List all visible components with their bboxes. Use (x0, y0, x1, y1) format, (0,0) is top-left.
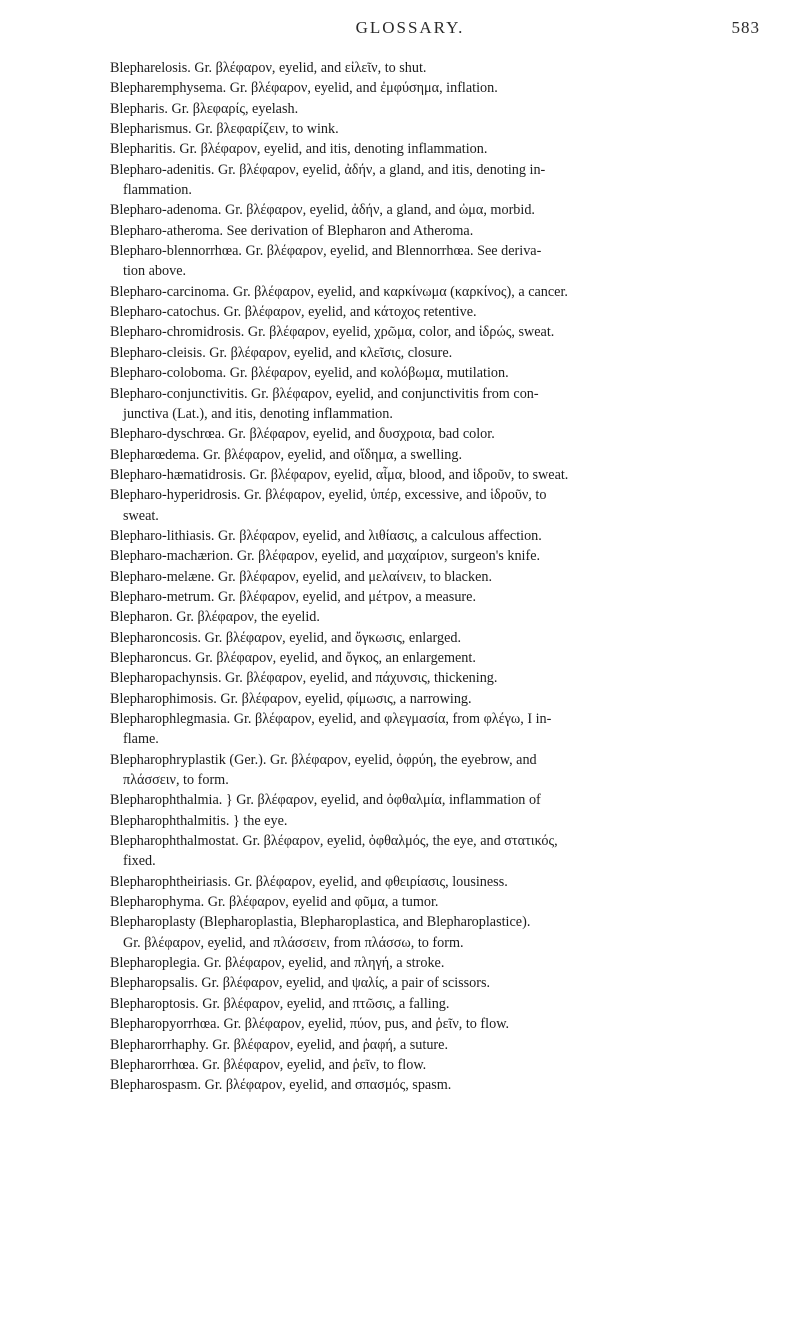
glossary-entry (110, 912, 774, 953)
glossary-entry (110, 1035, 774, 1055)
entry-text: Blepharophlegmasia. Gr. βλέφαρον, eyelid, and φλεγμασία, from φλέγω, I in- (110, 711, 552, 727)
glossary-entry (110, 343, 774, 363)
glossary-entry (110, 1075, 774, 1095)
entry-text: Blepharo-hæmatidrosis. Gr. βλέφαρον, eyelid, αἷμα, blood, and ἱδροῦν, to sweat. (110, 466, 569, 483)
glossary-entry (110, 709, 774, 750)
glossary-entry (110, 546, 774, 566)
running-head (60, 18, 760, 40)
entry-text: Blepharœdema. Gr. βλέφαρον, eyelid, and οἴδημα, a swelling. (110, 446, 463, 463)
glossary-entry (110, 160, 774, 201)
glossary-entry (110, 485, 774, 526)
entry-text: Blepharo-machærion. Gr. βλέφαρον, eyelid, and μαχαίριον, surgeon's knife. (110, 548, 541, 565)
glossary-entry (110, 668, 774, 688)
entry-text: Blepharoncosis. Gr. βλέφαρον, eyelid, and ὄγκωσις, enlarged. (110, 629, 462, 646)
entry-text: Blepharo-melæne. Gr. βλέφαρον, eyelid, and μελαίνειν, to blacken. (110, 568, 493, 585)
glossary-entry (110, 119, 774, 139)
glossary-entry (110, 424, 774, 444)
entry-text: Blepharopachynsis. Gr. βλέφαρον, eyelid, and πάχυνσις, thickening. (110, 670, 498, 687)
entry-text: Blepharorrhaphy. Gr. βλέφαρον, eyelid, and ῥαφή, a suture. (110, 1036, 449, 1053)
glossary-entry (110, 811, 774, 831)
entry-text: Blepharorrhœa. Gr. βλέφαρον, eyelid, and ῥεῖν, to flow. (110, 1056, 427, 1073)
glossary-entry (110, 973, 774, 993)
entry-text: Blepharelosis. Gr. βλέφαρον, eyelid, and εἰλεῖν, to shut. (110, 60, 427, 76)
entry-text: Blepharo-conjunctivitis. Gr. βλέφαρον, eyelid, and conjunctivitis from con- (110, 385, 539, 402)
entry-text: Blepharospasm. Gr. βλέφαρον, eyelid, and σπασμός, spasm. (110, 1077, 452, 1094)
entry-text: Blepharo-blennorrhœa. Gr. βλέφαρον, eyelid, and Blennorrhœa. See deriva- (110, 243, 542, 260)
glossary-entry (110, 282, 774, 302)
entry-continuation: flammation. (123, 182, 192, 199)
glossary-entry (110, 445, 774, 465)
glossary-entry (110, 302, 774, 322)
glossary-entry (110, 750, 774, 791)
entry-text: Blepharoplegia. Gr. βλέφαρον, eyelid, and πληγή, a stroke. (110, 955, 445, 972)
entry-text: Blepharoptosis. Gr. βλέφαρον, eyelid, and πτῶσις, a falling. (110, 995, 450, 1012)
glossary-entry (110, 628, 774, 648)
entry-text: Blepharo-adenoma. Gr. βλέφαρον, eyelid, ἀδήν, a gland, and ὠμα, morbid. (110, 202, 535, 219)
entry-text: Blepharo-carcinoma. Gr. βλέφαρον, eyelid, and καρκίνωμα (καρκίνος), a cancer. (110, 283, 568, 300)
entry-text: Blepharophthalmostat. Gr. βλέφαρον, eyelid, ὀφθαλμός, the eye, and στατικός, (110, 833, 558, 850)
entry-text: Blepharophryplastik (Ger.). Gr. βλέφαρον, eyelid, ὀφρύη, the eyebrow, and (110, 751, 537, 768)
glossary-entry (110, 689, 774, 709)
glossary-entry (110, 872, 774, 892)
entry-text: Blepharophtheiriasis. Gr. βλέφαρον, eyelid, and φθειρίασις, lousiness. (110, 873, 508, 890)
glossary-entry (110, 384, 774, 425)
glossary-entries (110, 58, 774, 1096)
entry-text: Blepharemphysema. Gr. βλέφαρον, eyelid, and ἐμφύσημα, inflation. (110, 80, 498, 97)
glossary-entry (110, 587, 774, 607)
glossary-entry (110, 994, 774, 1014)
entry-continuation: sweat. (123, 507, 159, 524)
glossary-entry (110, 526, 774, 546)
glossary-entry (110, 831, 774, 872)
entry-text: Blepharopyorrhœa. Gr. βλέφαρον, eyelid, πύον, pus, and ῥεῖν, to flow. (110, 1016, 510, 1033)
glossary-entry (110, 322, 774, 342)
entry-text: Blepharo-coloboma. Gr. βλέφαρον, eyelid, and κολόβωμα, mutilation. (110, 365, 509, 382)
glossary-entry (110, 139, 774, 159)
entry-continuation: tion above. (123, 263, 187, 280)
entry-continuation: πλάσσειν, to form. (123, 772, 229, 789)
glossary-entry (110, 790, 774, 810)
glossary-entry (110, 99, 774, 119)
entry-continuation: fixed. (123, 853, 156, 870)
entry-text: Blepharo-lithiasis. Gr. βλέφαρον, eyelid, and λιθίασις, a calculous affection. (110, 527, 542, 544)
entry-text: Blepharitis. Gr. βλέφαρον, eyelid, and itis, denoting inflammation. (110, 141, 488, 158)
glossary-entry (110, 200, 774, 220)
entry-continuation: Gr. βλέφαρον, eyelid, and πλάσσειν, from πλάσσω, to form. (123, 934, 464, 951)
entry-text: Blepharophthalmitis. } the eye. (110, 812, 288, 829)
entry-text: Blepharo-hyperidrosis. Gr. βλέφαρον, eyelid, ὑπέρ, excessive, and ἱδροῦν, to (110, 487, 547, 504)
entry-text: Blepharo-chromidrosis. Gr. βλέφαρον, eyelid, χρῶμα, color, and ἱδρώς, sweat. (110, 324, 555, 341)
glossary-entry (110, 465, 774, 485)
entry-text: Blepharophthalmia. } Gr. βλέφαρον, eyelid, and ὀφθαλμία, inflammation of (110, 792, 541, 809)
entry-continuation: junctiva (Lat.), and itis, denoting inflammation. (123, 405, 393, 422)
entry-text: Blepharopsalis. Gr. βλέφαρον, eyelid, and ψαλίς, a pair of scissors. (110, 975, 491, 992)
entry-continuation: flame. (123, 731, 159, 748)
glossary-entry (110, 1014, 774, 1034)
glossary-entry (110, 648, 774, 668)
glossary-entry (110, 363, 774, 383)
glossary-entry (110, 78, 774, 98)
entry-text: Blepharismus. Gr. βλεφαρίζειν, to wink. (110, 121, 339, 138)
glossary-entry (110, 58, 774, 78)
entry-text: Blepharo-cleisis. Gr. βλέφαρον, eyelid, and κλεῖσις, closure. (110, 344, 453, 361)
entry-text: Blepharis. Gr. βλεφαρίς, eyelash. (110, 100, 299, 117)
entry-text: Blepharoplasty (Blepharoplastia, Blepharoplastica, and Blepharoplastice). (110, 914, 531, 931)
entry-text: Blepharo-catochus. Gr. βλέφαρον, eyelid, and κάτοχος retentive. (110, 304, 477, 321)
entry-text: Blepharophimosis. Gr. βλέφαρον, eyelid, φίμωσις, a narrowing. (110, 690, 472, 707)
entry-text: Blepharo-dyschrœa. Gr. βλέφαρον, eyelid, and δυσχροια, bad color. (110, 426, 495, 443)
entry-text: Blepharo-atheroma. See derivation of Blepharon and Atheroma. (110, 222, 474, 239)
glossary-entry (110, 953, 774, 973)
glossary-entry (110, 1055, 774, 1075)
glossary-entry (110, 567, 774, 587)
entry-text: Blepharophyma. Gr. βλέφαρον, eyelid and φῦμα, a tumor. (110, 894, 439, 911)
glossary-entry (110, 221, 774, 241)
entry-text: Blepharo-adenitis. Gr. βλέφαρον, eyelid, ἀδήν, a gland, and itis, denoting in- (110, 161, 546, 178)
entry-text: Blepharo-metrum. Gr. βλέφαρον, eyelid, and μέτρον, a measure. (110, 588, 476, 605)
entry-text: Blepharoncus. Gr. βλέφαρον, eyelid, and ὄγκος, an enlargement. (110, 649, 476, 666)
glossary-entry (110, 241, 774, 282)
glossary-entry (110, 607, 774, 627)
entry-text: Blepharon. Gr. βλέφαρον, the eyelid. (110, 609, 320, 626)
glossary-entry (110, 892, 774, 912)
page-title: GLOSSARY. (355, 18, 465, 37)
page-number: 583 (731, 18, 760, 37)
